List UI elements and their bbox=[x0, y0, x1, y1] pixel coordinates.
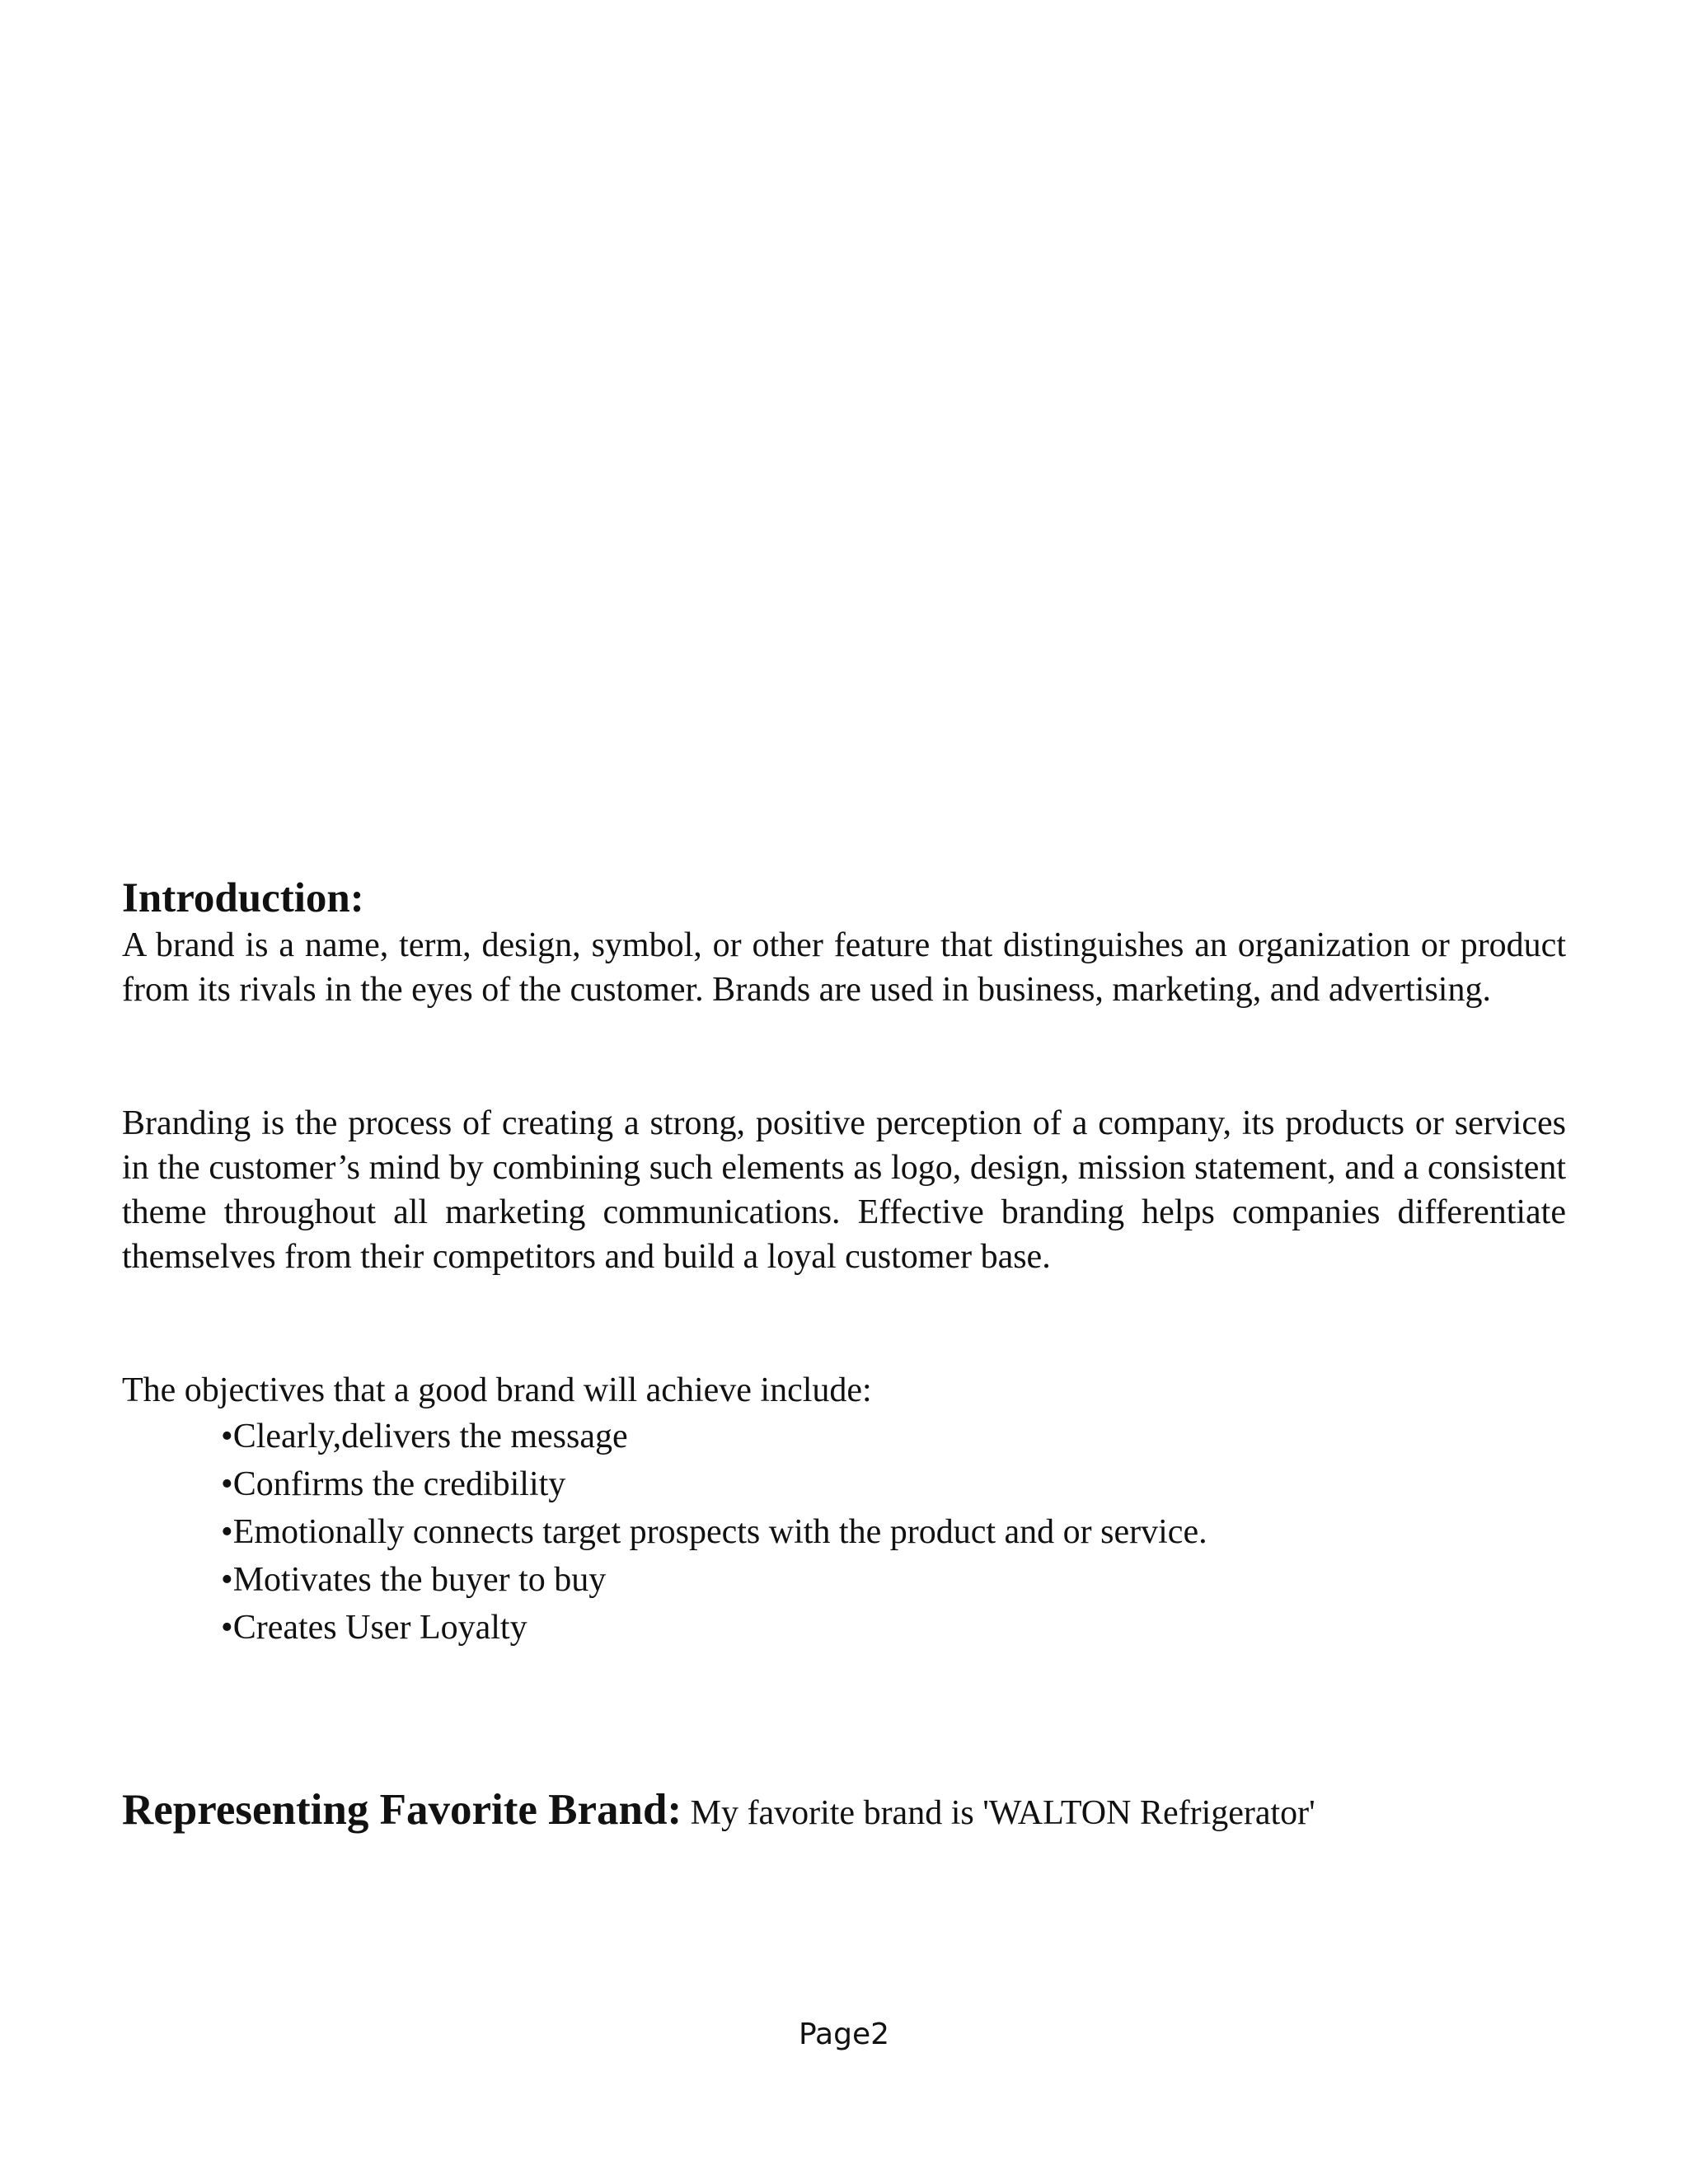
list-item: •Creates User Loyalty bbox=[221, 1609, 528, 1647]
objectives-lead: The objectives that a good brand will achieve include: bbox=[122, 1371, 872, 1409]
list-item: •Clearly,delivers the message bbox=[221, 1418, 628, 1455]
objectives-list bbox=[122, 1413, 1566, 1652]
introduction-paragraph-2: Branding is the process of creating a strong, positive perception of a company, its products or services in the customer’s mind by combining such elements as logo, design, mission statement, and a consistent theme throughout all marketing communications. Effective branding helps companies differentiate themselves from their competitors and build a loyal customer base. bbox=[122, 1104, 1566, 1276]
introduction-paragraph-1: A brand is a name, term, design, symbol, or other feature that distinguishes an organization or product from its rivals in the eyes of the customer. Brands are used in business, marketing, and advertising. bbox=[122, 926, 1566, 1009]
favorite-brand-heading: Representing Favorite Brand: bbox=[122, 1786, 682, 1834]
favorite-brand-text: My favorite brand is 'WALTON Refrigerator' bbox=[682, 1794, 1315, 1832]
document-body bbox=[122, 874, 1566, 1848]
page-number: Page2 bbox=[798, 2018, 890, 2051]
list-item: •Motivates the buyer to buy bbox=[221, 1561, 607, 1599]
introduction-heading: Introduction: bbox=[122, 875, 364, 921]
favorite-brand-line bbox=[122, 1785, 1566, 1835]
list-item: •Emotionally connects target prospects with the product and or service. bbox=[221, 1513, 1207, 1551]
list-item: •Confirms the credibility bbox=[221, 1465, 566, 1503]
